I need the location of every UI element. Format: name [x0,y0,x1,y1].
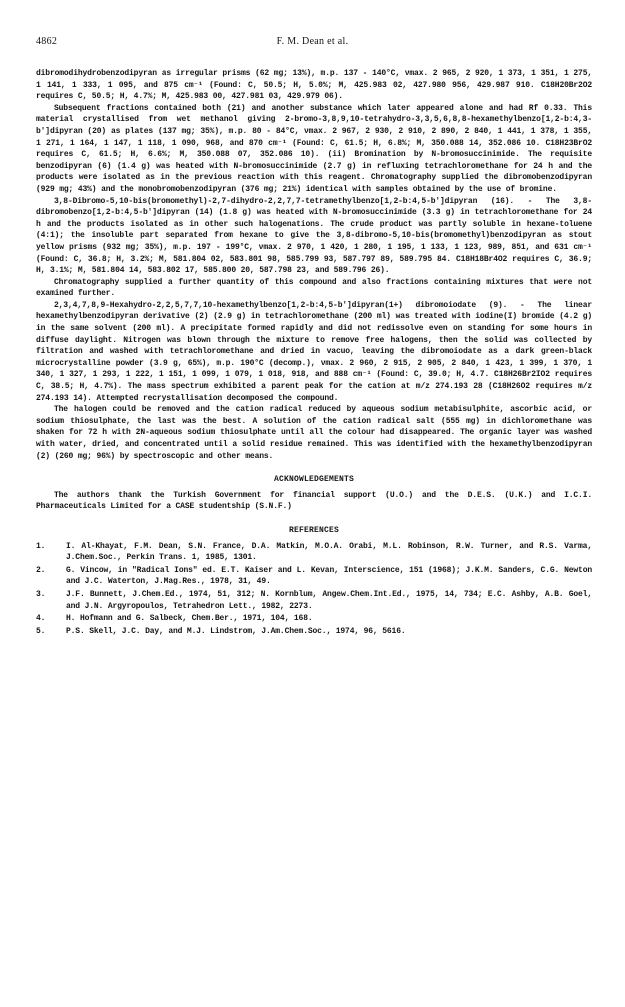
reference-item [36,589,592,612]
reference-number: 3. [36,589,46,599]
running-title: F. M. Dean et al. [276,36,349,47]
reference-text: P.S. Skell, J.C. Day, and M.J. Lindstrom, J.Am.Chem.Soc., 1974, 96, 5616. [66,626,406,636]
paragraph: The halogen could be removed and the cation radical reduced by aqueous sodium metabisulphite, ascorbic acid, or sodium thiosulphate, the last was the best. A solution of the cation radical salt (555 mg) in dichloromethane was shaken for 72 h with 2N-aqueous sodium thiosulphate until all the colour had disappeared. The organic layer was washed with water, dried, and concentrated until a solid residue remained. This was identified with the hexamethylbenzodipyran (2) (260 mg; 96%) by spectroscopic and other means. [36,405,592,461]
paragraph: 3,8-Dibromo-5,10-bis(bromomethyl)-2,7-dihydro-2,2,7,7-tetramethylbenzo[1,2-b:4,5-b']dipyran (16). - The 3,8-dibromobenzo[1,2-b:4,5-b']dipyran (14) (1.8 g) was heated with N-bromosuccinimide (3.3 g) in tetrachloromethane for 24 h and the products isolated as in other such halogenations. The crude product was partly soluble in hexane-toluene (4:1); the insoluble part separated from hexane to give the 3,8-dibromo-5,10-bis(bromomethyl)benzodipyran as stout yellow prisms (932 mg; 35%), m.p. 197 - 199°C, νmax. 2 970, 1 420, 1 280, 1 195, 1 133, 1 123, 989, 851, and 631 cm⁻¹ (Found: C, 36.8; H, 3.2%; M, 581.804 02, 583.801 98, 585.799 93, 587.797 89, 589.795 84. C18H18Br4O2 requires C, 36.9; H, 3.1%; M, 581.804 14, 583.802 17, 585.800 20, 587.798 23, and 589.796 26). [36,196,592,276]
reference-item [36,541,592,564]
reference-text: I. Al-Khayat, F.M. Dean, S.N. France, D.A. Matkin, M.O.A. Orabi, M.L. Robinson, R.W. Turner, and R.S. Varma, J.Chem.Soc., Perkin Trans. 1, 1985, 1301. [66,541,592,563]
paragraph: dibromodihydrobenzodipyran as irregular prisms (62 mg; 13%), m.p. 137 - 140°C, νmax. 2 965, 2 920, 1 373, 1 351, 1 275, 1 141, 1 333, 1 095, and 875 cm⁻¹ (Found: C, 50.5; H, 5.0%; M, 425.983 02, 427.980 956, 429.987 910. C18H20Br2O2 requires C, 50.5; H, 4.7%; M, 425.983 00, 427.981 03, 429.979 06). [36,69,592,102]
reference-item [36,626,592,638]
acknowledgements-text: The authors thank the Turkish Government for financial support (U.O.) and the D.E.S. (U.K.) and I.C.I. Pharmaceuticals Limited for a CASE studentship (S.N.F.) [36,490,592,512]
reference-item [36,565,592,588]
paragraph: Subsequent fractions contained both (21) and another substance which later appeared alone and had Rf 0.33. This material crystallised from wet methanol giving 2-bromo-3,8,9,10-tetrahydro-3,3,5,6,8,8-hexamethylbenzo[1,2-b:4,3-b']dipyran (20) as plates (137 mg; 35%), m.p. 80 - 84°C, νmax. 2 967, 2 930, 2 910, 2 890, 2 840, 1 441, 1 378, 1 355, 1 271, 1 164, 1 147, 1 118, 1 090, 968, and 870 cm⁻¹ (Found: C, 61.5; H, 6.8%; M, 350.088 14, 352.086 10. C18H23BrO2 requires C, 61.5; H, 6.6%; M, 350.088 07, 352.086 10). (ii) Bromination by N-bromosuccinimide. The requisite benzodipyran (6) (1.4 g) was heated with N-bromosuccinimide (2.7 g) in refluxing tetrachloromethane for 24 h and the products were isolated as in the previous reaction with this reagent. Chromatography supplied the dibromobenzodipyran (929 mg; 43%) and the monobromobenzodipyran (376 mg; 21%) identical with samples obtained by the use of bromine. [36,103,592,194]
reference-text: J.F. Bunnett, J.Chem.Ed., 1974, 51, 312; N. Kornblum, Angew.Chem.Int.Ed., 1975, 14, 734; E.C. Ashby, A.B. Goel, and J.N. Argyropoulos, Tetrahedron Lett., 1982, 2273. [66,589,592,611]
reference-number: 4. [36,614,46,624]
reference-number: 1. [36,541,46,551]
references-heading: REFERENCES [288,525,339,535]
page-number: 4862 [36,36,58,47]
article-body [36,68,592,638]
acknowledgements-heading: ACKNOWLEDGEMENTS [273,475,354,485]
reference-item [36,613,592,625]
reference-text: H. Hofmann and G. Salbeck, Chem.Ber., 1971, 104, 168. [66,614,313,624]
reference-text: G. Vincow, in "Radical Ions" ed. E.T. Kaiser and L. Kevan, Interscience, 151 (1968); J.K.M. Sanders, C.G. Newton and J.C. Waterton, J.Mag.Res., 1978, 31, 49. [66,565,592,587]
page-header [36,36,589,50]
paragraph: 2,3,4,7,8,9-Hexahydro-2,2,5,7,7,10-hexamethylbenzo[1,2-b:4,5-b']dipyran(1+) dibromoiodate (9). - The linear hexamethylbenzodipyran derivative (2) (2.9 g) in tetrachloromethane (200 ml) was treated with iodine(I) bromide (4.2 g) in the same solvent (200 ml). A precipitate formed rapidly and did not redissolve even on standing for some hours in diffuse daylight. Nitrogen was blown through the mixture to remove free halogens, then the solid was collected by filtration and washed with tetrachloromethane and dried in vacuo, leaving the dibromoiodate as a dark green-black microcrystalline powder (3.9 g, 65%), m.p. 190°C (decomp.), νmax. 2 960, 2 915, 2 905, 2 840, 1 423, 1 399, 1 370, 1 340, 1 327, 1 293, 1 222, 1 151, 1 099, 1 079, 1 018, 918, and 888 cm⁻¹ (Found: C, 39.0; H, 4.7. C18H26Br2IO2 requires C, 38.5; H, 4.7%). The mass spectrum exhibited a parent peak for the cation at m/z 274.193 28 (C18H26O2 requires m/z 274.193 14). Attempted recrystallisation decomposed the compound. [36,300,592,403]
reference-number: 5. [36,626,46,636]
reference-number: 2. [36,565,46,575]
paragraph: Chromatography supplied a further quantity of this compound and also fractions containing mixtures that were not examined further. [36,277,592,299]
reference-list [36,541,592,638]
